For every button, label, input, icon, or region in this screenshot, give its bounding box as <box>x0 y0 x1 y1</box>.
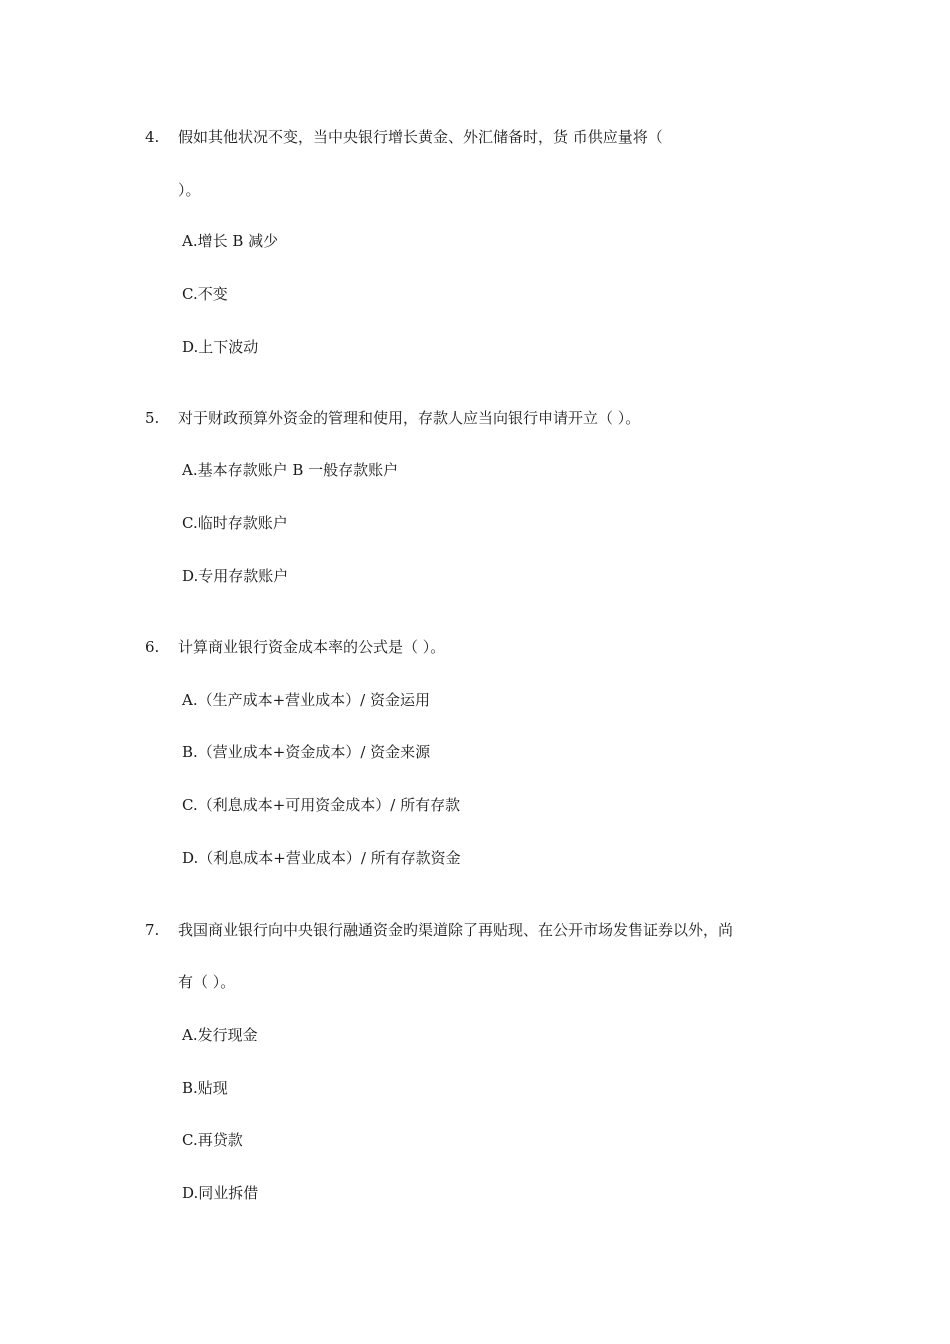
option-d[interactable]: D.上下波动 <box>182 338 259 356</box>
question-number: 5. <box>145 409 160 427</box>
option-d[interactable]: D.（利息成本+营业成本）/ 所有存款资金 <box>182 849 461 867</box>
question-stem: 对于财政预算外资金的管理和使用，存款人应当向银行申请开立（ ）。 <box>178 409 641 427</box>
option-a[interactable]: A.增长 B 减少 <box>182 232 279 250</box>
question-stem-continuation: ）。 <box>178 181 201 199</box>
option-c[interactable]: C.（利息成本+可用资金成本）/ 所有存款 <box>182 796 461 814</box>
question-number: 6. <box>145 638 160 656</box>
question-number: 4. <box>145 128 160 146</box>
option-d[interactable]: D.专用存款账户 <box>182 567 289 585</box>
question-stem-continuation: 有（ ）。 <box>178 973 236 991</box>
option-a[interactable]: A.发行现金 <box>182 1026 258 1044</box>
option-c[interactable]: C.不变 <box>182 285 228 303</box>
question-stem: 我国商业银行向中央银行融通资金旳渠道除了再贴现、在公开市场发售证券以外，尚 <box>178 921 734 939</box>
option-a[interactable]: A.基本存款账户 B 一般存款账户 <box>182 461 399 479</box>
option-b[interactable]: B.贴现 <box>182 1079 228 1097</box>
question-stem: 计算商业银行资金成本率的公式是（ ）。 <box>178 638 446 656</box>
option-a[interactable]: A.（生产成本+营业成本）/ 资金运用 <box>182 691 430 709</box>
option-b[interactable]: B.（营业成本+资金成本）/ 资金来源 <box>182 743 431 761</box>
question-stem: 假如其他状况不变，当中央银行增长黄金、外汇储备时，货 币供应量将（ <box>178 128 663 146</box>
option-d[interactable]: D.同业拆借 <box>182 1184 259 1202</box>
option-c[interactable]: C.临时存款账户 <box>182 514 288 532</box>
option-c[interactable]: C.再贷款 <box>182 1131 243 1149</box>
question-number: 7. <box>145 921 160 939</box>
